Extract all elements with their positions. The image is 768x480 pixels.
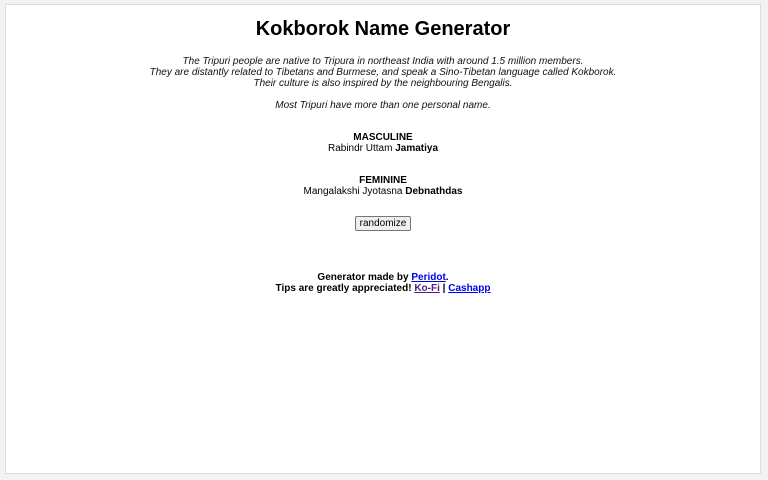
feminine-surname: Debnathdas xyxy=(405,186,463,197)
intro-line-3: Their culture is also inspired by the neighbouring Bengalis. xyxy=(253,78,513,89)
cashapp-link[interactable]: Cashapp xyxy=(448,283,491,294)
page-title: Kokborok Name Generator xyxy=(255,18,511,40)
intro-text xyxy=(6,56,760,111)
button-wrapper xyxy=(6,213,760,231)
masculine-given-names: Rabindr Uttam xyxy=(327,143,393,154)
feminine-given-names: Mangalakshi Jyotasna xyxy=(303,186,403,197)
intro-line-1: The Tripuri people are native to Tripura in northeast India with around 1.5 million members. xyxy=(182,56,584,67)
intro-line-2: They are distantly related to Tibetans and Burmese, and speak a Sino-Tibetan language called Kokborok. xyxy=(149,67,617,78)
masculine-heading: MASCULINE xyxy=(353,132,413,143)
feminine-heading: FEMININE xyxy=(359,175,407,186)
page-frame xyxy=(5,4,761,474)
masculine-section xyxy=(6,132,760,154)
tips-prefix: Tips are greatly appreciated! xyxy=(275,283,415,294)
credits-prefix: Generator made by xyxy=(317,272,412,283)
masculine-name xyxy=(6,143,760,154)
link-separator: | xyxy=(439,283,449,294)
credits-suffix: . xyxy=(445,272,449,283)
author-link[interactable]: Peridot xyxy=(411,272,446,283)
kofi-link[interactable]: Ko-Fi xyxy=(414,283,440,294)
feminine-name xyxy=(6,186,760,197)
tips-line xyxy=(6,283,760,294)
intro-note: Most Tripuri have more than one personal name. xyxy=(275,100,491,111)
randomize-button[interactable]: randomize xyxy=(355,216,412,231)
feminine-section xyxy=(6,175,760,197)
masculine-surname: Jamatiya xyxy=(395,143,439,154)
footer xyxy=(6,272,760,294)
credits-line xyxy=(6,272,760,283)
